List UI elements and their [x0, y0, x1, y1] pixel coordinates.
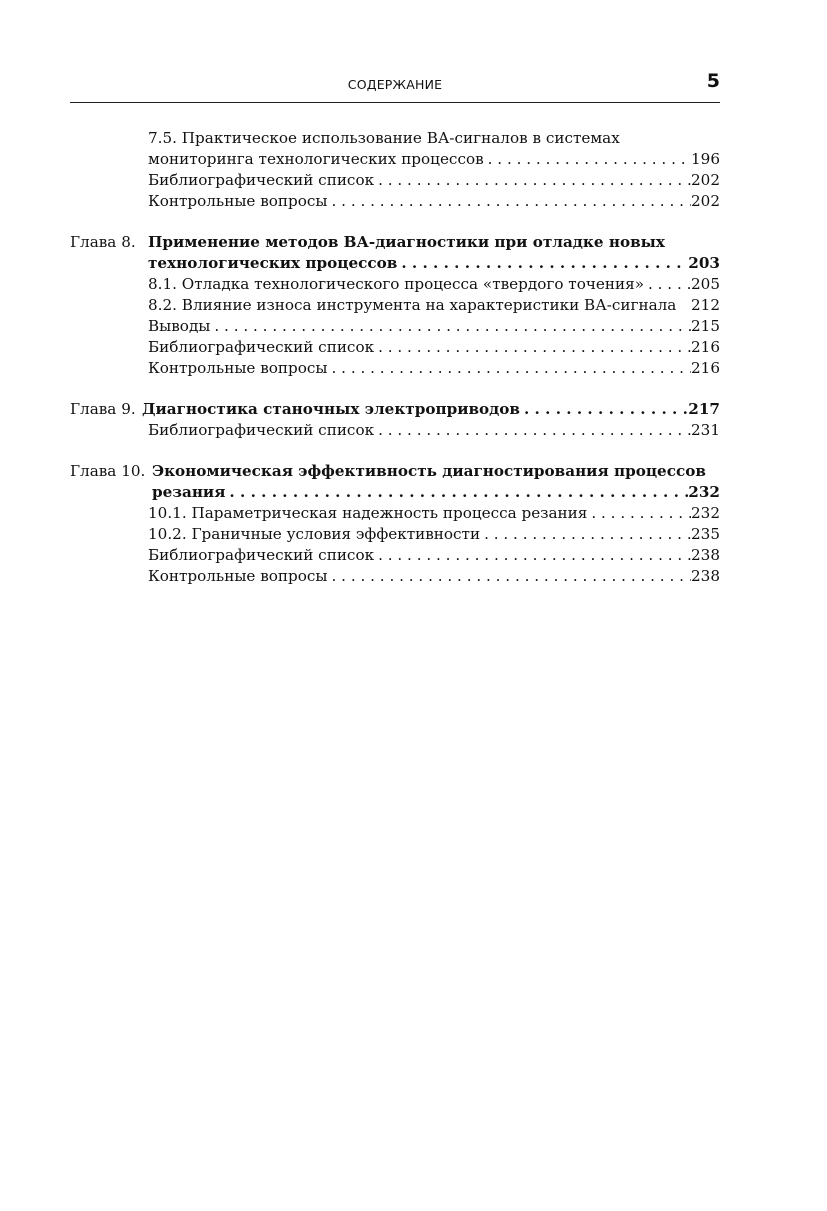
- toc-entry-text: мониторинга технологических процессов: [148, 150, 484, 168]
- chapter-9-heading: [70, 399, 720, 420]
- toc-entry-text: Библиографический список: [148, 171, 375, 189]
- toc-entry-row: [148, 524, 720, 545]
- toc-entry-row: [148, 420, 720, 441]
- toc-entry-questions: [70, 358, 720, 379]
- chapter-label: Глава 9.: [70, 400, 136, 418]
- toc-entry-10-1: [70, 503, 720, 524]
- leader-dots: [480, 524, 691, 545]
- table-of-contents: [70, 128, 720, 587]
- toc-entry-questions: [70, 191, 720, 212]
- toc-page-number: 232: [691, 504, 720, 522]
- toc-entry-row: [152, 482, 720, 503]
- toc-entry-text: 8.2. Влияние износа инструмента на характеристики ВА-сигнала: [148, 296, 677, 314]
- toc-page-number: 196: [691, 150, 720, 168]
- toc-page-number: 238: [691, 546, 720, 564]
- chapter-label: Глава 8.: [70, 233, 136, 251]
- toc-entry-row: [148, 191, 720, 212]
- leader-dots: [374, 337, 691, 358]
- chapter-title: технологических процессов: [148, 254, 398, 272]
- toc-entry-bibliography: [70, 170, 720, 191]
- toc-entry-text: Контрольные вопросы: [148, 359, 328, 377]
- chapter-title: Экономическая эффективность диагностирования процессов: [152, 462, 706, 480]
- toc-entry-text: 8.1. Отладка технологического процесса «твердого точения»: [148, 275, 644, 293]
- toc-entry-bibliography: [70, 420, 720, 441]
- leader-dots: [374, 420, 691, 441]
- chapter-8-heading-cont: [70, 253, 720, 274]
- toc-entry-text: Контрольные вопросы: [148, 192, 328, 210]
- toc-entry-row: [148, 253, 720, 274]
- leader-dots: [587, 503, 691, 524]
- toc-entry-text: 10.1. Параметрическая надежность процесса резания: [148, 504, 588, 522]
- chapter-title: Применение методов ВА-диагностики при отладке новых: [148, 233, 665, 251]
- toc-page-number: 231: [691, 421, 720, 439]
- toc-entry-bibliography: [70, 545, 720, 566]
- page-number: 5: [706, 70, 720, 92]
- toc-entry-row: [148, 316, 720, 337]
- toc-page-number: 202: [691, 192, 720, 210]
- chapter-10-heading: [70, 461, 720, 482]
- chapter-title: Диагностика станочных электроприводов: [142, 400, 520, 418]
- toc-entry-8-1: [70, 274, 720, 295]
- toc-entry-row: [148, 274, 720, 295]
- leader-dots: [520, 399, 688, 420]
- toc-page-number: 216: [691, 359, 720, 377]
- toc-entry-10-2: [70, 524, 720, 545]
- toc-entry-row: [148, 358, 720, 379]
- toc-entry-bibliography: [70, 337, 720, 358]
- toc-page-number: 235: [691, 525, 720, 543]
- leader-dots: [210, 316, 691, 337]
- toc-page-number: 202: [691, 171, 720, 189]
- toc-page-number: 216: [691, 338, 720, 356]
- toc-page-number: 212: [691, 296, 720, 314]
- toc-page-number: 205: [691, 275, 720, 293]
- toc-entry-conclusions: [70, 316, 720, 337]
- leader-dots: [374, 170, 691, 191]
- toc-entry-text: Библиографический список: [148, 421, 375, 439]
- toc-entry-text: Контрольные вопросы: [148, 567, 328, 585]
- leader-dots: [397, 253, 688, 274]
- leader-dots: [328, 191, 691, 212]
- toc-entry-text: Библиографический список: [148, 338, 375, 356]
- toc-entry-7-5: [70, 128, 720, 149]
- toc-entry-row: [148, 149, 720, 170]
- toc-entry-text: 10.2. Граничные условия эффективности: [148, 525, 481, 543]
- toc-entry-text: 7.5. Практическое использование ВА-сигналов в системах: [148, 129, 620, 147]
- toc-page-number: 217: [688, 400, 720, 418]
- leader-dots: [328, 358, 691, 379]
- chapter-8-heading: [70, 232, 720, 253]
- toc-page-number: 203: [688, 254, 720, 272]
- header-rule: [70, 102, 720, 103]
- leader-dots: [484, 149, 691, 170]
- toc-page-number: 238: [691, 567, 720, 585]
- chapter-title: резания: [152, 483, 226, 501]
- toc-page-number: 215: [691, 317, 720, 335]
- running-header: СОДЕРЖАНИЕ: [347, 77, 443, 92]
- toc-entry-questions: [70, 566, 720, 587]
- leader-dots: [374, 545, 691, 566]
- toc-entry-8-2: [70, 295, 720, 316]
- toc-entry-row: [148, 170, 720, 191]
- toc-entry-row: [148, 566, 720, 587]
- toc-entry-row: [148, 295, 720, 316]
- toc-page-number: 232: [688, 483, 720, 501]
- toc-entry-text: Библиографический список: [148, 546, 375, 564]
- chapter-10-heading-cont: [70, 482, 720, 503]
- leader-dots: [328, 566, 691, 587]
- toc-entry-row: [142, 399, 720, 420]
- toc-entry-row: [148, 503, 720, 524]
- toc-entry-text: Выводы: [148, 317, 211, 335]
- leader-dots: [225, 482, 688, 503]
- chapter-label: Глава 10.: [70, 462, 146, 480]
- leader-dots: [644, 274, 691, 295]
- toc-entry-7-5-cont: [70, 149, 720, 170]
- toc-entry-row: [148, 545, 720, 566]
- toc-entry-row: [148, 337, 720, 358]
